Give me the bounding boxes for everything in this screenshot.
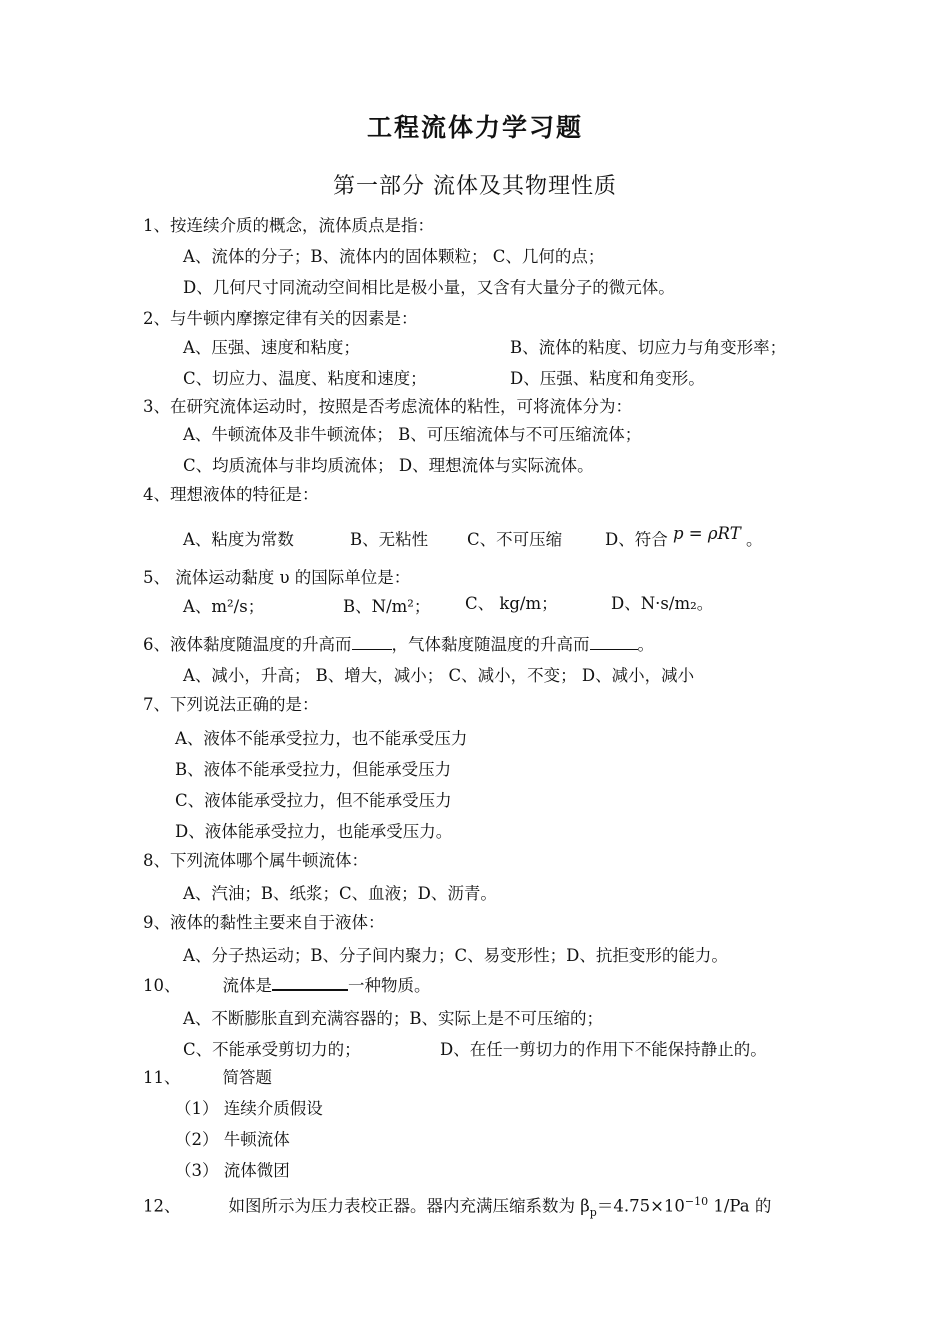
fill-blank	[352, 634, 392, 650]
question-6-options: A、减小，升高； B、增大，减小； C、减小，不变； D、减小，减小	[183, 666, 695, 685]
question-7-option-d: D、液体能承受拉力，也能承受压力。	[175, 822, 453, 841]
document-title: 工程流体力学习题	[366, 113, 583, 142]
fill-blank	[590, 634, 638, 650]
question-2-option-d: D、压强、粘度和角变形。	[510, 369, 705, 388]
question-3-options-b: C、均质流体与非均质流体； D、理想流体与实际流体。	[183, 456, 594, 475]
question-2-option-a: A、压强、速度和粘度；	[183, 338, 360, 357]
question-4-option-a: A、粘度为常数	[183, 530, 294, 549]
question-9: 9、液体的黏性主要来自于液体：	[143, 913, 385, 932]
question-1: 1、按连续介质的概念，流体质点是指：	[143, 216, 434, 235]
question-7: 7、下列说法正确的是：	[143, 695, 319, 714]
question-3-options-a: A、牛顿流体及非牛顿流体； B、可压缩流体与不可压缩流体；	[183, 425, 642, 444]
question-11-item-2: （2） 牛顿流体	[175, 1130, 290, 1149]
question-5-option-d: D、N·s/m₂。	[611, 594, 714, 613]
question-2-option-b: B、流体的粘度、切应力与角变形率；	[510, 338, 787, 357]
question-7-option-b: B、液体不能承受拉力，但能承受压力	[175, 760, 452, 779]
question-10-options-a: A、不断膨胀直到充满容器的；B、实际上是不可压缩的；	[183, 1009, 604, 1028]
question-7-option-c: C、液体能承受拉力，但不能承受压力	[175, 791, 452, 810]
question-1-options-a: A、流体的分子；B、流体内的固体颗粒； C、几何的点；	[183, 247, 605, 266]
question-2: 2、与牛顿内摩擦定律有关的因素是：	[143, 309, 418, 328]
question-4-option-d: D、符合 p = ρRT 。	[605, 524, 763, 549]
question-5-option-b: B、N/m²；	[343, 597, 431, 616]
question-8: 8、下列流体哪个属牛顿流体：	[143, 851, 368, 870]
question-9-options: A、分子热运动；B、分子间内聚力；C、易变形性；D、抗拒变形的能力。	[183, 946, 728, 965]
question-1-options-b: D、几何尺寸同流动空间相比是极小量，又含有大量分子的微元体。	[183, 278, 675, 297]
formula-ideal-gas: p = ρRT	[672, 524, 741, 543]
question-5-option-a: A、m²/s；	[183, 597, 265, 616]
question-12: 12、 如图所示为压力表校正器。器内充满压缩系数为 $\beta_p=4.75\times 10^{-10}$ 1/Pa 的	[143, 1195, 772, 1219]
question-2-option-c: C、切应力、温度、粘度和速度；	[183, 369, 427, 388]
question-3: 3、在研究流体运动时，按照是否考虑流体的粘性，可将流体分为：	[143, 397, 632, 416]
question-4-option-c: C、不可压缩	[467, 530, 563, 549]
question-10: 10、 流体是 一种物质。	[143, 976, 431, 995]
question-11-item-1: （1） 连续介质假设	[175, 1099, 323, 1118]
question-11-item-3: （3） 流体微团	[175, 1161, 290, 1180]
question-4-option-b: B、无粘性	[350, 530, 429, 549]
question-11: 11、 简答题	[143, 1068, 272, 1087]
question-8-options: A、汽油；B、纸浆；C、血液；D、沥青。	[183, 884, 497, 903]
question-7-option-a: A、液体不能承受拉力，也不能承受压力	[175, 729, 468, 748]
question-10-option-d: D、在任一剪切力的作用下不能保持静止的。	[440, 1040, 767, 1059]
question-5: 5、 流体运动黏度 υ 的国际单位是：	[143, 568, 411, 587]
part-title: 第一部分 流体及其物理性质	[333, 174, 617, 199]
question-5-option-c: C、 kg/m；	[465, 594, 558, 613]
question-10-option-c: C、不能承受剪切力的；	[183, 1040, 361, 1059]
fill-blank	[272, 974, 348, 991]
question-6: 6、液体黏度随温度的升高而 ，气体黏度随温度的升高而 。	[143, 635, 654, 654]
question-4: 4、理想液体的特征是：	[143, 485, 319, 504]
